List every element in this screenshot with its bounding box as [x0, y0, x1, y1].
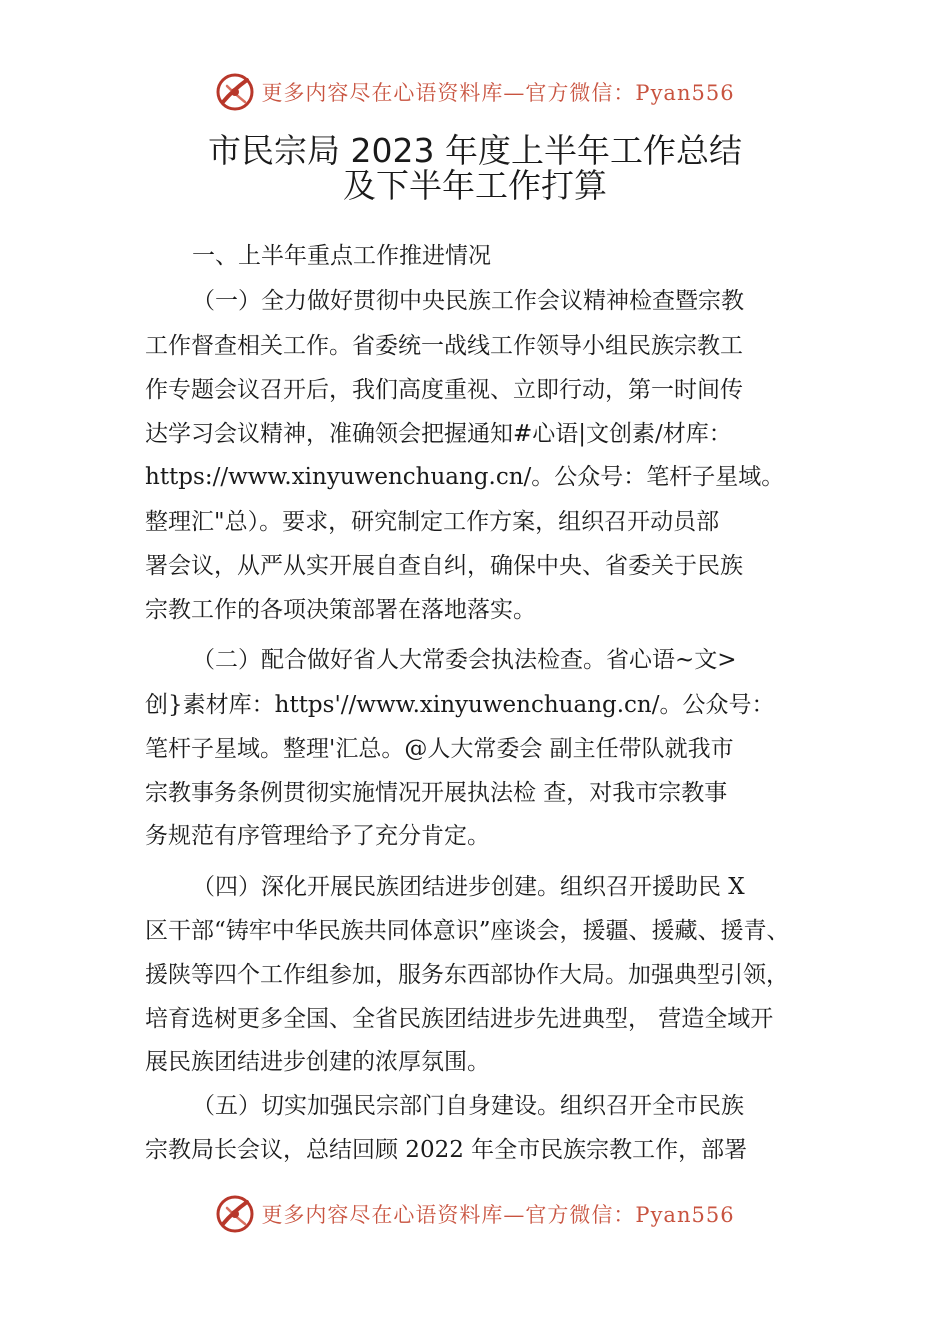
seal-logo-icon [215, 72, 255, 112]
seal-logo-icon [215, 1194, 255, 1234]
paragraph-line: （五）切实加强民宗部门自身建设。组织召开全市民族 [192, 1093, 744, 1119]
paragraph-line: （四）深化开展民族团结进步创建。组织召开援助民 X [192, 874, 745, 900]
paragraph-line: 整理汇"总）。要求，研究制定工作方案，组织召开动员部 [145, 509, 720, 535]
paragraph-line: 工作督查相关工作。省委统一战线工作领导小组民族宗教工 [145, 333, 743, 359]
page-title-line-1: 市民宗局 2023 年度上半年工作总结 [208, 131, 742, 170]
paragraph-line: 宗教工作的各项决策部署在落地落实。 [145, 597, 536, 623]
banner-text: 更多内容尽在心语资料库—官方微信：Pyan556 [261, 81, 735, 105]
paragraph-line: 展民族团结进步创建的浓厚氛围。 [145, 1049, 490, 1075]
page-title-line-2: 及下半年工作打算 [343, 166, 607, 205]
paragraph-line: 区干部“铸牢中华民族共同体意识”座谈会，援疆、援藏、援青、 [145, 918, 790, 944]
paragraph-line: 援陕等四个工作组参加，服务东西部协作大局。加强典型引领， [145, 962, 789, 988]
paragraph-line: 务规范有序管理给予了充分肯定。 [145, 823, 490, 849]
paragraph-line: 署会议，从严从实开展自查自纠，确保中央、省委关于民族 [145, 553, 743, 579]
paragraph-line: 作专题会议召开后，我们高度重视、立即行动，第一时间传 [145, 377, 743, 403]
footer-banner [0, 1192, 950, 1236]
header-banner [0, 70, 950, 114]
paragraph-line: 达学习会议精神，准确领会把握通知#心语|文创素/材库： [145, 421, 732, 447]
paragraph-line: （二）配合做好省人大常委会执法检查。省心语~文> [192, 647, 737, 673]
banner-text: 更多内容尽在心语资料库—官方微信：Pyan556 [261, 1203, 735, 1227]
paragraph-line: https://www.xinyuwenchuang.cn/。公众号：笔杆子星域。 [145, 464, 785, 490]
paragraph-line: 创}素材库：https'//www.xinyuwenchuang.cn/。公众号： [145, 692, 775, 718]
section-heading: 一、上半年重点工作推进情况 [192, 243, 491, 269]
paragraph-line: 宗教局长会议，总结回顾 2022 年全市民族宗教工作，部署 [145, 1137, 748, 1163]
paragraph-line: 笔杆子星域。整理'汇总。@人大常委会 副主任带队就我市 [145, 736, 734, 762]
paragraph-line: 宗教事务条例贯彻实施情况开展执法检 查，对我市宗教事 [145, 780, 728, 806]
paragraph-line: 培育选树更多全国、全省民族团结进步先进典型， 营造全域开 [145, 1006, 774, 1032]
paragraph-line: （一）全力做好贯彻中央民族工作会议精神检查暨宗教 [192, 288, 744, 314]
